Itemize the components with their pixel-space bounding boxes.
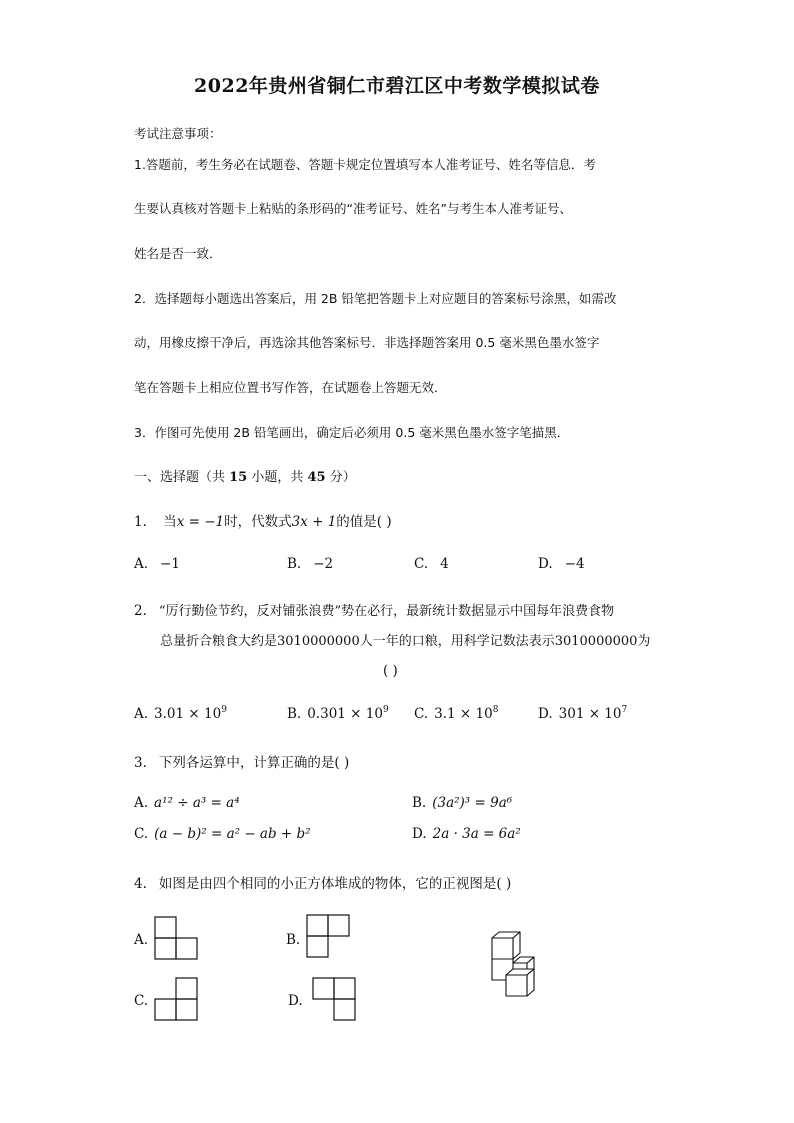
question-number: 4. [134, 876, 147, 892]
section-heading: 一、选择题（共 15 小题，共 45 分） [134, 470, 356, 485]
notice-line: 笔在答题卡上相应位置书写作答，在试题卷上答题无效． [134, 380, 447, 395]
option-a[interactable]: A. a¹² ÷ a³ = a⁴ [134, 795, 240, 811]
page-title: 2022年贵州省铜仁市碧江区中考数学模拟试卷 [194, 75, 600, 97]
option-a[interactable]: A. −1 [134, 556, 180, 572]
option-a[interactable]: A. $3.01 \times 10^9$ [134, 705, 227, 722]
notice-line: 1.答题前，考生务必在试题卷、答题卡规定位置填写本人准考证号、姓名等信息．考 [134, 157, 596, 172]
option-b[interactable]: B. [286, 932, 301, 948]
option-c-figure[interactable] [150, 975, 202, 1025]
option-c[interactable]: C. (a − b)² = a² − ab + b² [134, 826, 311, 842]
option-d-figure[interactable] [308, 975, 360, 1025]
notice-line: 姓名是否一致． [134, 246, 222, 261]
option-b[interactable]: B. (3a²)³ = 9a⁶ [412, 795, 513, 811]
option-d[interactable]: D. −4 [538, 556, 585, 572]
question-3: 3. 下列各运算中，计算正确的是( ) [134, 755, 350, 771]
question-4: 4. 如图是由四个相同的小正方体堆成的物体，它的正视图是( ) [134, 876, 512, 892]
question-number: 1. [134, 514, 147, 530]
option-a-figure[interactable] [150, 914, 202, 964]
notice-line: 生要认真核对答题卡上粘贴的条形码的“准考证号、姓名”与考生本人准考证号、 [134, 201, 572, 216]
option-b[interactable]: B. −2 [287, 556, 334, 572]
cube-stack-figure [486, 930, 558, 1004]
notice-line: 动，用橡皮擦干净后，再选涂其他答案标号．非选择题答案用 0.5 毫米黑色墨水签字 [134, 335, 600, 350]
option-d[interactable]: D. $301 \times 10^7$ [538, 705, 628, 722]
question-number: 2. [134, 603, 147, 619]
option-c[interactable]: C. [134, 993, 149, 1009]
option-b[interactable]: B. $0.301 \times 10^9$ [287, 705, 389, 722]
option-d[interactable]: D. [288, 993, 303, 1009]
question-number: 3. [134, 755, 147, 771]
question-2-line: 总量折合粮食大约是3010000000人一年的口粮，用科学记数法表示3010000000为 [160, 634, 651, 649]
option-b-figure[interactable] [302, 912, 354, 962]
notice-line: 3．作图可先使用 2B 铅笔画出，确定后必须用 0.5 毫米黑色墨水签字笔描黑． [134, 425, 570, 440]
question-2-blank: ( ) [383, 663, 398, 679]
option-d[interactable]: D. 2a · 3a = 6a² [412, 826, 521, 842]
question-2: 2. “厉行勤俭节约，反对铺张浪费”势在必行，最新统计数据显示中国每年浪费食物 [134, 603, 615, 619]
notice-line: 2．选择题每小题选出答案后，用 2B 铅笔把答题卡上对应题目的答案标号涂黑，如需改 [134, 291, 617, 306]
notice-heading: 考试注意事项： [134, 126, 222, 141]
option-c[interactable]: C. 4 [414, 556, 449, 572]
option-a[interactable]: A. [134, 932, 149, 948]
question-1: 1. 当x = −1时，代数式3x + 1的值是( ) [134, 514, 392, 530]
option-c[interactable]: C. $3.1 \times 10^8$ [414, 705, 499, 722]
